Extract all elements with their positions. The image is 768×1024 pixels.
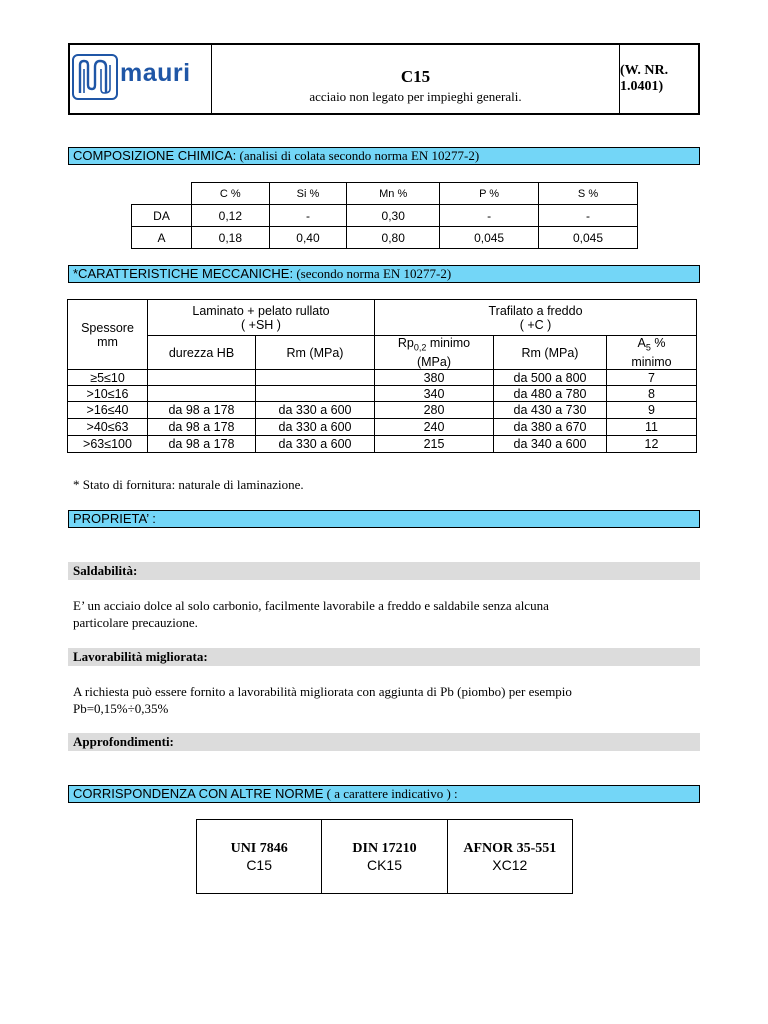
mech-row <box>68 402 697 419</box>
thickness-cell: >63≤100 <box>68 436 148 453</box>
hb-cell <box>148 386 256 402</box>
col-a5 <box>607 336 697 370</box>
chem-corner <box>132 183 192 205</box>
title-cell <box>212 45 620 113</box>
chem-row-label: A <box>132 227 192 249</box>
norm-uni <box>197 820 322 893</box>
chem-col-header: Si % <box>269 183 347 205</box>
saldabilita-line: particolare precauzione. <box>73 615 198 630</box>
mech-table <box>67 299 697 453</box>
chem-col-header: S % <box>539 183 638 205</box>
rp-minimo: minimo <box>426 336 471 351</box>
chem-cell: 0,045 <box>440 227 539 249</box>
document-header <box>68 43 700 115</box>
group-trafilato-code: ( +C ) <box>519 317 552 332</box>
mech-section-bar <box>68 265 700 283</box>
chem-table <box>131 182 638 249</box>
chem-bar-title: COMPOSIZIONE CHIMICA: <box>73 148 237 163</box>
saldabilita-heading: Saldabilità: <box>68 562 700 580</box>
a5-percent: % <box>650 336 666 351</box>
page-subtitle: acciaio non legato per impieghi generali. <box>309 89 522 104</box>
lavorabilita-line: A richiesta può essere fornito a lavorabilità migliorata con aggiunta di Pb (piombo) per esempio <box>73 684 572 699</box>
chem-cell: - <box>269 205 347 227</box>
chem-cell: - <box>539 205 638 227</box>
a5-cell: 8 <box>607 386 697 402</box>
rm2-cell: da 500 a 800 <box>494 370 607 386</box>
approfondimenti-heading: Approfondimenti: <box>68 733 700 751</box>
thickness-label: Spessore <box>81 320 134 335</box>
a5-cell: 11 <box>607 419 697 436</box>
mech-row <box>68 436 697 453</box>
rm2-cell: da 380 a 670 <box>494 419 607 436</box>
saldabilita-text <box>73 597 693 631</box>
chem-row-da <box>132 205 638 227</box>
norms-bar-title: CORRISPONDENZA CON ALTRE NORME <box>73 786 324 801</box>
norm-name: UNI 7846 <box>230 841 288 856</box>
norm-afnor <box>448 820 572 893</box>
rm2-cell: da 480 a 780 <box>494 386 607 402</box>
rp-cell: 240 <box>375 419 494 436</box>
rp-cell: 380 <box>375 370 494 386</box>
logo <box>70 45 212 113</box>
rp-cell: 340 <box>375 386 494 402</box>
material-code: (W. NR. 1.0401) <box>620 63 669 94</box>
page-title: C15 <box>400 67 431 86</box>
norm-name: AFNOR 35-551 <box>463 841 557 856</box>
rm2-cell: da 340 a 600 <box>494 436 607 453</box>
props-section-bar <box>68 510 700 528</box>
group-laminato <box>148 300 375 336</box>
mech-row <box>68 419 697 436</box>
mech-subheader-row <box>68 336 697 370</box>
chem-cell: 0,80 <box>347 227 440 249</box>
group-trafilato <box>375 300 697 336</box>
chem-section-bar <box>68 147 700 165</box>
hb-cell: da 98 a 178 <box>148 402 256 419</box>
thickness-unit: mm <box>97 334 118 349</box>
rm1-cell <box>256 370 375 386</box>
col-rp <box>375 336 494 370</box>
group-laminato-code: ( +SH ) <box>241 317 281 332</box>
chem-cell: - <box>440 205 539 227</box>
a5-cell: 12 <box>607 436 697 453</box>
col-hb: durezza HB <box>148 336 256 370</box>
thickness-cell: >16≤40 <box>68 402 148 419</box>
hb-cell: da 98 a 178 <box>148 436 256 453</box>
chem-header-row <box>132 183 638 205</box>
chem-col-header: C % <box>192 183 270 205</box>
a5-cell: 9 <box>607 402 697 419</box>
hb-cell <box>148 370 256 386</box>
a5-cell: 7 <box>607 370 697 386</box>
lavorabilita-text <box>73 683 693 717</box>
norm-grade: CK15 <box>366 857 402 873</box>
rm2-cell: da 430 a 730 <box>494 402 607 419</box>
col-rm-trafilato: Rm (MPa) <box>494 336 607 370</box>
col-rm-laminato: Rm (MPa) <box>256 336 375 370</box>
rp-unit: (MPa) <box>416 354 452 369</box>
norms-table <box>196 819 573 894</box>
chem-cell: 0,18 <box>192 227 270 249</box>
norm-grade: XC12 <box>492 857 528 873</box>
chem-cell: 0,30 <box>347 205 440 227</box>
thickness-cell: >40≤63 <box>68 419 148 436</box>
norm-grade: C15 <box>246 857 272 873</box>
lavorabilita-heading: Lavorabilità migliorata: <box>68 648 700 666</box>
chem-col-header: P % <box>440 183 539 205</box>
rp-cell: 215 <box>375 436 494 453</box>
chem-bar-note: (analisi di colata secondo norma EN 10277-2) <box>239 148 480 163</box>
group-laminato-title: Laminato + pelato rullato <box>192 303 330 318</box>
norms-section-bar <box>68 785 700 803</box>
norms-bar-note: ( a carattere indicativo ) : <box>326 786 458 801</box>
saldabilita-line: E’ un acciaio dolce al solo carbonio, facilmente lavorabile a freddo e saldabile senza alcuna <box>73 598 549 613</box>
chem-col-header: Mn % <box>347 183 440 205</box>
chem-row-label: DA <box>132 205 192 227</box>
hb-cell: da 98 a 178 <box>148 419 256 436</box>
mech-group-row <box>68 300 697 336</box>
mech-row <box>68 386 697 402</box>
norm-name: DIN 17210 <box>352 841 417 856</box>
a5-minimo: minimo <box>631 354 672 369</box>
rm1-cell: da 330 a 600 <box>256 419 375 436</box>
group-trafilato-title: Trafilato a freddo <box>488 303 583 318</box>
mech-bar-note: (secondo norma EN 10277-2) <box>296 266 452 281</box>
rp-cell: 280 <box>375 402 494 419</box>
rm1-cell: da 330 a 600 <box>256 436 375 453</box>
norm-din <box>322 820 447 893</box>
chem-cell: 0,40 <box>269 227 347 249</box>
mech-row <box>68 370 697 386</box>
chem-cell: 0,045 <box>539 227 638 249</box>
rm1-cell: da 330 a 600 <box>256 402 375 419</box>
thickness-cell: ≥5≤10 <box>68 370 148 386</box>
props-bar-title: PROPRIETA’ : <box>73 511 156 526</box>
logo-text: mauri <box>120 59 191 87</box>
a5-subscript: 5 <box>645 342 651 353</box>
a5-symbol: A <box>637 336 646 351</box>
mech-footnote: * Stato di fornitura: naturale di laminazione. <box>73 477 304 492</box>
thickness-header <box>68 300 148 370</box>
lavorabilita-line: Pb=0,15%÷0,35% <box>73 701 169 716</box>
rm1-cell <box>256 386 375 402</box>
rp-subscript: 0,2 <box>413 342 427 353</box>
mech-bar-title: *CARATTERISTICHE MECCANICHE: <box>73 266 294 281</box>
rp-symbol: Rp <box>397 336 414 351</box>
chem-cell: 0,12 <box>192 205 270 227</box>
chem-row-a <box>132 227 638 249</box>
thickness-cell: >10≤16 <box>68 386 148 402</box>
